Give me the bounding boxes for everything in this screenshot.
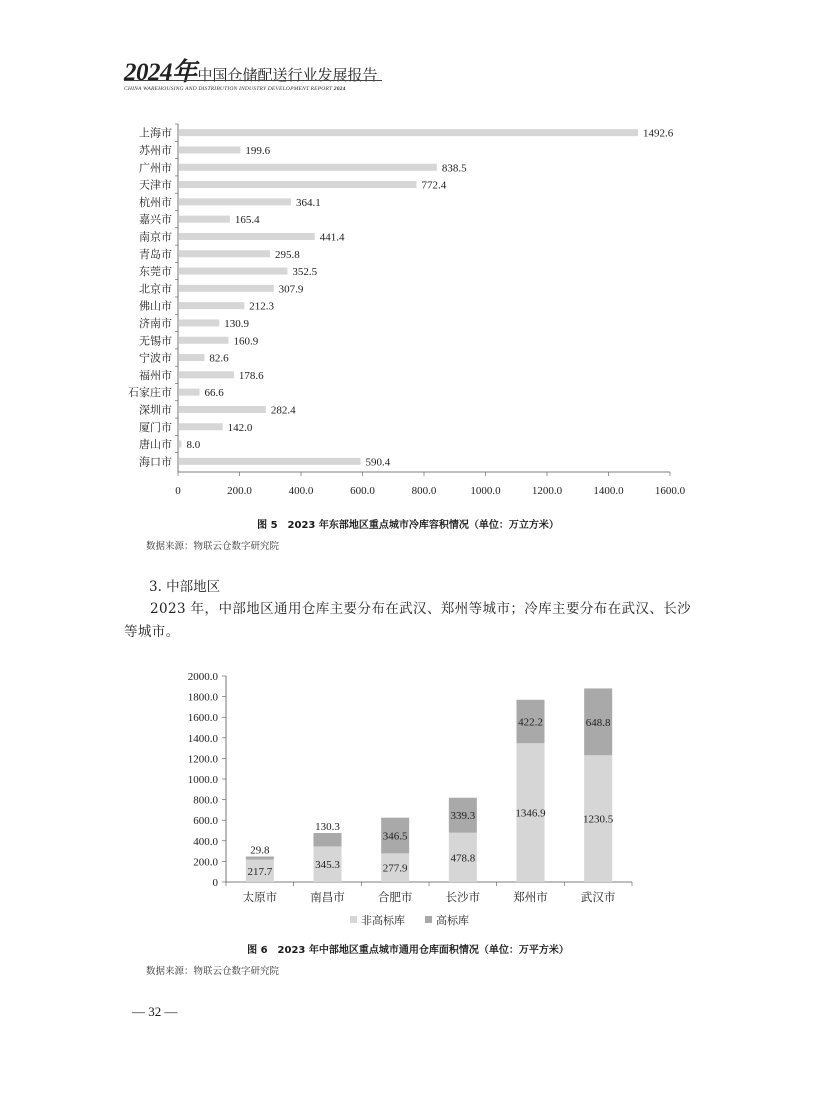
bar: [179, 216, 230, 223]
stacked-bar-segment: [246, 857, 274, 860]
data-label: 282.4: [270, 404, 296, 417]
header-subtitle-year: 2024: [333, 86, 346, 92]
data-label: 346.5: [382, 830, 408, 843]
category-label: 北京市: [139, 283, 172, 296]
bar: [179, 146, 240, 153]
section-paragraph: 2023 年，中部地区通用仓库主要分布在武汉、郑州等城市；冷库主要分布在武汉、长沙等城市。: [124, 601, 692, 640]
header-year: 2024年: [124, 59, 197, 86]
category-label: 厦门市: [139, 421, 172, 434]
y-tick-label: 800.0: [193, 794, 218, 807]
category-label: 宁波市: [139, 352, 172, 365]
data-label: 307.9: [278, 283, 304, 296]
y-tick-label: 600.0: [193, 815, 218, 828]
figure5-source: 数据来源：物联云仓数字研究院: [146, 541, 280, 552]
data-label: 199.6: [245, 144, 271, 157]
category-label: 长沙市: [445, 892, 481, 904]
bar: [179, 337, 228, 344]
header-report-title: 中国仓储配送行业发展报告: [197, 66, 378, 84]
data-label: 364.1: [295, 196, 321, 209]
bar: [179, 285, 274, 292]
y-tick-label: 0: [212, 877, 218, 889]
y-tick-label: 200.0: [193, 856, 218, 869]
category-label: 唐山市: [139, 439, 172, 452]
category-label: 广州市: [139, 162, 172, 175]
x-tick-label: 200.0: [227, 485, 252, 497]
data-label: 590.4: [365, 456, 391, 469]
y-tick-label: 1600.0: [187, 712, 218, 725]
legend-label: 高标库: [436, 915, 469, 927]
category-label: 嘉兴市: [139, 214, 172, 227]
figure5-caption: 图 5 2023 年东部地区重点城市冷库容积情况（单位：万立方米）: [257, 520, 559, 531]
category-label: 南京市: [139, 231, 172, 244]
data-label: 352.5: [292, 266, 318, 279]
x-tick-label: 400.0: [288, 485, 314, 497]
bar: [179, 371, 234, 378]
category-label: 东莞市: [139, 266, 172, 279]
bar: [179, 406, 266, 413]
data-label: 422.2: [518, 716, 543, 729]
x-tick-label: 1600.0: [654, 485, 686, 497]
data-label: 142.0: [227, 421, 253, 434]
y-tick-label: 400.0: [193, 835, 218, 848]
data-label: 212.3: [249, 300, 275, 313]
header-subtitle-en: CHINA WAREHOUSING AND DISTRIBUTION INDUSTRY DEVELOPMENT REPORT: [124, 86, 333, 92]
category-label: 青岛市: [139, 248, 172, 261]
data-label: 1230.5: [583, 813, 614, 826]
x-tick-label: 1400.0: [593, 485, 624, 497]
category-label: 杭州市: [139, 196, 172, 209]
category-label: 合肥市: [377, 892, 413, 904]
header-subtitle: [124, 86, 378, 92]
category-label: 无锡市: [139, 335, 172, 348]
bar: [179, 233, 315, 240]
category-label: 济南市: [139, 317, 172, 330]
running-header: [124, 52, 378, 92]
legend-swatch: [350, 916, 357, 923]
stacked-bar-segment: [314, 833, 342, 846]
bar: [179, 319, 219, 326]
figure5-chart: [0, 120, 816, 502]
data-label: 1346.9: [515, 807, 546, 820]
category-label: 佛山市: [139, 300, 172, 313]
y-tick-label: 2000.0: [187, 671, 218, 683]
category-label: 福州市: [139, 369, 172, 382]
category-label: 海口市: [139, 456, 172, 469]
x-tick-label: 1000.0: [470, 485, 501, 497]
header-rule: [124, 80, 382, 81]
bar: [179, 129, 638, 136]
data-label: 277.9: [382, 862, 408, 875]
data-label: 8.0: [186, 439, 201, 452]
legend-label: 非高标库: [361, 915, 405, 927]
data-label: 478.8: [450, 852, 476, 865]
figure6-caption: 图 6 2023 年中部地区重点城市通用仓库面积情况（单位：万平方米）: [247, 945, 569, 956]
bar: [179, 198, 291, 205]
bar: [179, 302, 244, 309]
category-label: 郑州市: [513, 892, 548, 904]
data-label: 648.8: [585, 716, 611, 729]
category-label: 天津市: [139, 179, 172, 192]
y-tick-label: 1000.0: [187, 774, 218, 786]
section-title: 3. 中部地区: [149, 579, 221, 595]
category-label: 上海市: [139, 127, 172, 140]
figure6-source: 数据来源：物联云仓数字研究院: [146, 966, 280, 977]
data-label: 772.4: [421, 179, 447, 192]
category-label: 苏州市: [139, 144, 172, 157]
page-number: — 32 —: [132, 1004, 178, 1019]
data-label: 1492.6: [642, 127, 674, 140]
data-label: 217.7: [247, 865, 273, 878]
x-tick-label: 600.0: [350, 485, 375, 497]
bar: [179, 423, 223, 430]
data-label: 345.3: [315, 859, 340, 872]
bar: [179, 441, 181, 448]
bar: [179, 458, 361, 465]
data-label: 160.9: [233, 335, 259, 348]
data-label: 130.9: [224, 317, 250, 330]
bar: [179, 250, 270, 257]
y-tick-label: 1200.0: [187, 753, 218, 766]
category-label: 太原市: [242, 892, 278, 904]
data-label: 29.8: [250, 844, 270, 857]
y-tick-label: 1400.0: [187, 732, 218, 745]
data-label: 339.3: [450, 810, 476, 823]
x-tick-label: 0: [175, 485, 181, 497]
legend-swatch: [425, 916, 432, 923]
header-title: [124, 52, 378, 88]
data-label: 82.6: [209, 352, 229, 365]
data-label: 295.8: [274, 248, 300, 261]
bar: [179, 164, 437, 171]
x-tick-label: 1200.0: [531, 485, 563, 497]
category-label: 深圳市: [139, 404, 172, 417]
x-tick-label: 800.0: [411, 485, 437, 497]
bar: [179, 268, 287, 275]
bar: [179, 354, 204, 361]
data-label: 178.6: [238, 369, 264, 382]
category-label: 南昌市: [310, 892, 345, 904]
data-label: 838.5: [441, 162, 467, 175]
bar: [179, 181, 417, 188]
figure6-chart: [0, 662, 816, 934]
data-label: 66.6: [204, 387, 224, 400]
data-label: 441.4: [319, 231, 345, 244]
category-label: 石家庄市: [128, 387, 172, 400]
data-label: 165.4: [234, 214, 260, 227]
y-tick-label: 1800.0: [187, 691, 218, 704]
category-label: 武汉市: [580, 892, 616, 904]
data-label: 130.3: [315, 821, 340, 834]
bar: [179, 389, 199, 396]
